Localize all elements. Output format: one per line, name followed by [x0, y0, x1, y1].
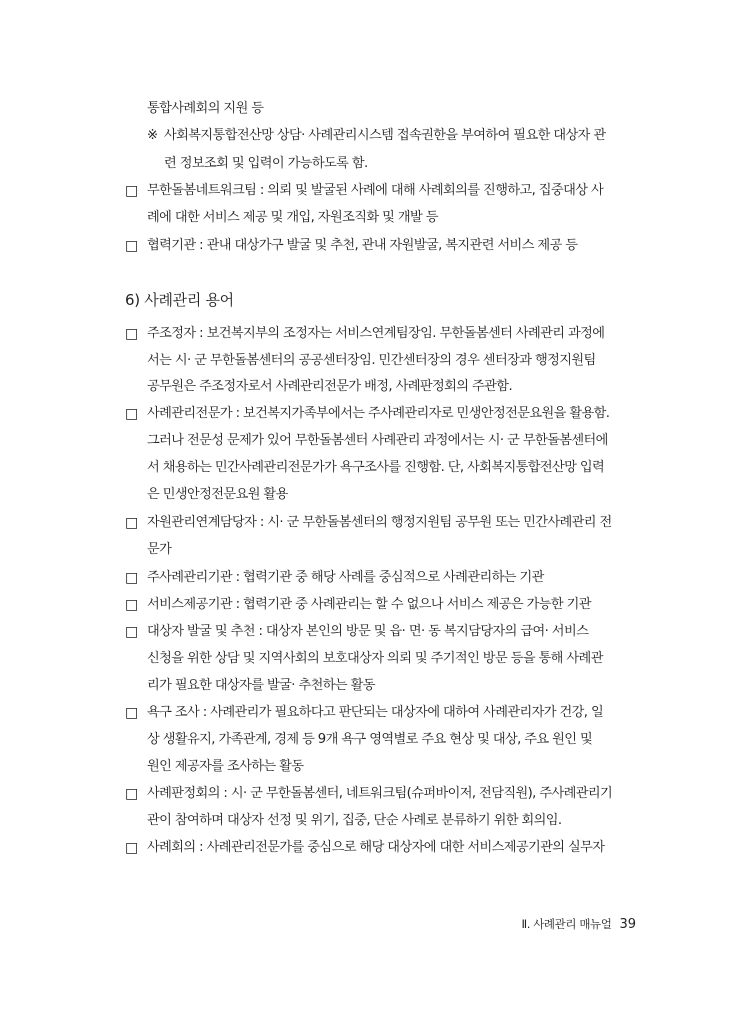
term-line: 욕구 조사 : 사례관리가 필요하다고 판단되는 대상자에 대하여 사례관리자가 건강, 일: [147, 705, 604, 720]
bullet-square: □: [125, 406, 139, 422]
term-line: 원인 제공자를 조사하는 활동: [147, 759, 304, 774]
note-line: 련 정보조회 및 입력이 가능하도록 함.: [164, 156, 368, 171]
item-line: 협력기관 : 관내 대상가구 발굴 및 추천, 관내 자원발굴, 복지관련 서비스 제공 등: [147, 238, 578, 253]
bullet-square: □: [125, 183, 139, 199]
term-line: 신청을 위한 상담 및 지역사회의 보호대상자 의뢰 및 주기적인 방문 등을 통해 사례관: [147, 651, 603, 666]
bullet-square: □: [125, 840, 139, 856]
term-line: 그러나 전문성 문제가 있어 무한돌봄센터 사례관리 과정에서는 시· 군 무한돌봄센터에: [147, 433, 608, 448]
bullet-square: □: [125, 624, 139, 640]
term-line: 서는 시· 군 무한돌봄센터의 공공센터장임. 민간센터장의 경우 센터장과 행정지원팀: [147, 353, 596, 368]
term-line: 사례관리전문가 : 보건복지가족부에서는 주사례관리자로 민생안정전문요원을 활용함.: [147, 406, 610, 421]
term-line: 대상자 발굴 및 추천 : 대상자 본인의 방문 및 읍· 면· 동 복지담당자의 급여· 서비스: [147, 624, 589, 639]
term-line: 서 채용하는 민간사례관리전문가가 욕구조사를 진행함. 단, 사회복지통합전산망 입력: [147, 460, 605, 475]
term-line: 주조정자 : 보건복지부의 조정자는 서비스연계팀장임. 무한돌봄센터 사례관리 과정에: [147, 326, 605, 341]
term-line: 문가: [147, 542, 172, 557]
bullet-square: □: [125, 705, 139, 721]
note-line: 사회복지통합전산망 상담· 사례관리시스템 접속권한을 부여하여 필요한 대상자 관: [164, 128, 606, 143]
bullet-square: □: [125, 326, 139, 342]
term-line: 서비스제공기관 : 협력기관 중 사례관리는 할 수 없으나 서비스 제공은 가능한 기관: [147, 597, 591, 612]
page-number: 39: [619, 917, 636, 932]
bullet-square: □: [125, 570, 139, 586]
item-line: 례에 대한 서비스 제공 및 개입, 자원조직화 및 개발 등: [147, 210, 438, 225]
section-heading: 6) 사례관리 용어: [125, 291, 234, 309]
note-marker: ※: [147, 128, 158, 143]
term-line: 주사례관리기관 : 협력기관 중 해당 사례를 중심적으로 사례관리하는 기관: [147, 570, 544, 585]
term-line: 은 민생안정전문요원 활용: [147, 487, 288, 502]
bullet-square: □: [125, 786, 139, 802]
term-line: 관이 참여하며 대상자 선정 및 위기, 집중, 단순 사례로 분류하기 위한 회의임.: [147, 813, 562, 828]
term-line: 상 생활유지, 가족관계, 경제 등 9개 욕구 영역별로 주요 현상 및 대상, 주요 원인 및: [147, 732, 593, 747]
intro-line: 통합사례회의 지원 등: [147, 101, 264, 116]
bullet-square: □: [125, 597, 139, 613]
term-line: 공무원은 주조정자로서 사례관리전문가 배정, 사례판정회의 주관함.: [147, 379, 513, 394]
term-line: 리가 필요한 대상자를 발굴· 추천하는 활동: [147, 678, 375, 693]
page-footer: [521, 916, 636, 932]
bullet-square: □: [125, 515, 139, 531]
bullet-square: □: [125, 238, 139, 254]
term-line: 자원관리연계담당자 : 시· 군 무한돌봄센터의 행정지원팀 공무원 또는 민간사례관리 전: [147, 515, 612, 530]
item-line: 무한돌봄네트워크팀 : 의뢰 및 발굴된 사례에 대해 사례회의를 진행하고, 집중대상 사: [147, 183, 604, 198]
term-line: 사례판정회의 : 시· 군 무한돌봄센터, 네트워크팀(슈퍼바이저, 전담직원), 주사례관리기: [147, 786, 613, 801]
term-line: 사례회의 : 사례관리전문가를 중심으로 해당 대상자에 대한 서비스제공기관의 실무자: [147, 840, 605, 855]
footer-chapter: Ⅱ. 사례관리 매뉴얼: [521, 917, 612, 931]
